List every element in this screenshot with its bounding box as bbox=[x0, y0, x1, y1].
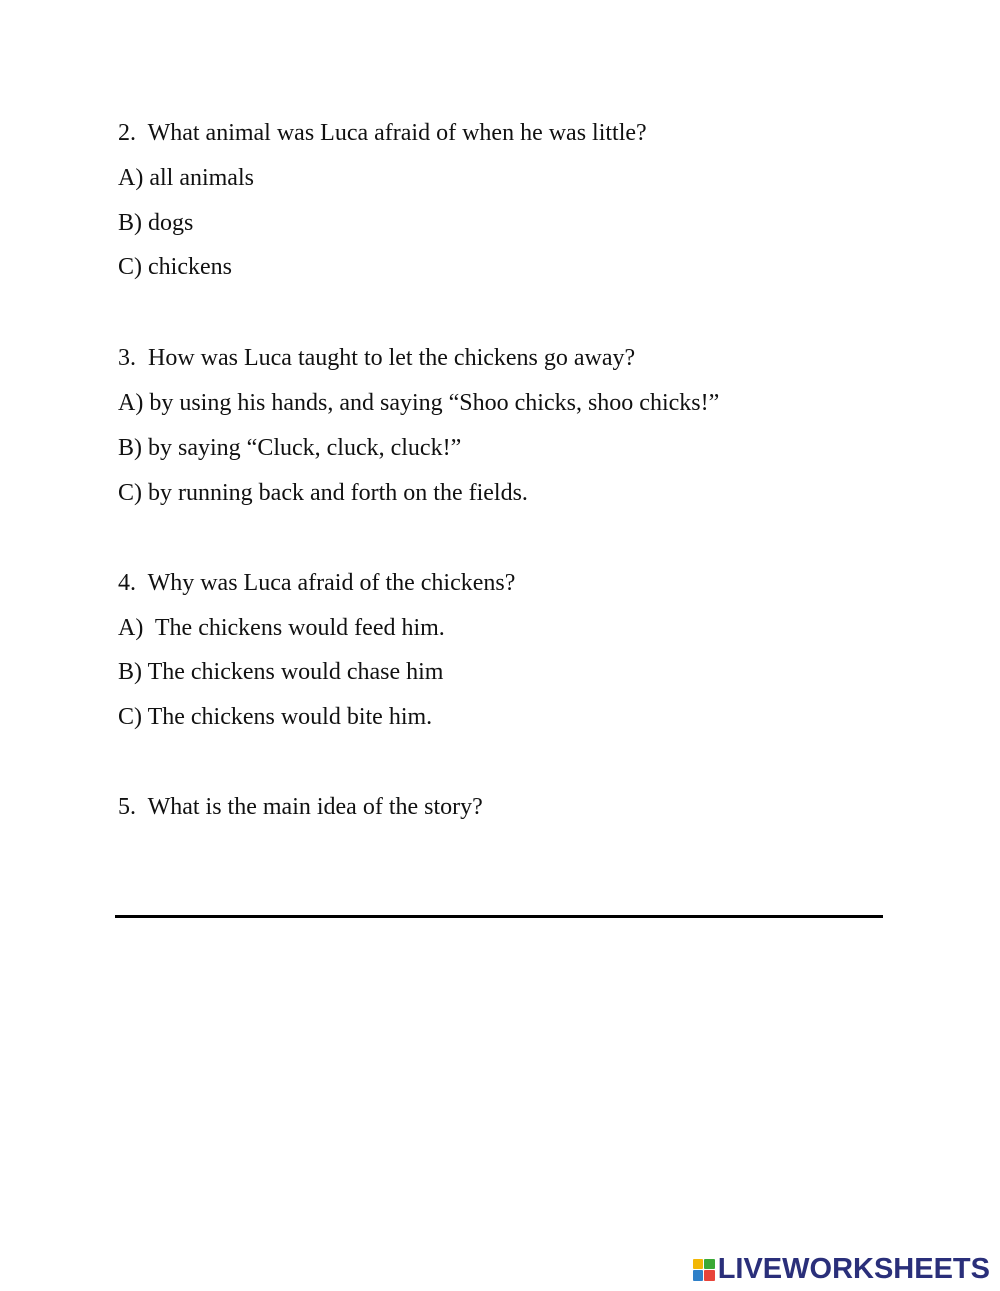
question-4-prompt: 4. Why was Luca afraid of the chickens? bbox=[118, 570, 516, 596]
question-2-option-c: C) chickens bbox=[118, 254, 232, 280]
question-4-option-a: A) The chickens would feed him. bbox=[118, 615, 445, 641]
question-2-option-b: B) dogs bbox=[118, 210, 194, 236]
question-4-option-b: B) The chickens would chase him bbox=[118, 659, 444, 685]
question-3-prompt: 3. How was Luca taught to let the chickens go away? bbox=[118, 345, 636, 371]
liveworksheets-brand bbox=[693, 1253, 990, 1286]
question-3-option-c: C) by running back and forth on the fields. bbox=[118, 480, 528, 506]
question-2-option-a: A) all animals bbox=[118, 165, 254, 191]
question-2-prompt: 2. What animal was Luca afraid of when he was little? bbox=[118, 120, 647, 146]
brand-text: LIVEWORKSHEETS bbox=[717, 1253, 990, 1285]
question-3-option-b: B) by saying “Cluck, cluck, cluck!” bbox=[118, 435, 462, 461]
liveworksheets-logo-icon bbox=[693, 1259, 715, 1281]
question-3-option-a: A) by using his hands, and saying “Shoo chicks, shoo chicks!” bbox=[118, 390, 720, 416]
question-5-prompt: 5. What is the main idea of the story? bbox=[118, 794, 483, 820]
logo-square-green bbox=[704, 1259, 715, 1270]
answer-line[interactable] bbox=[115, 915, 883, 918]
logo-square-yellow bbox=[693, 1259, 704, 1270]
question-4-option-c: C) The chickens would bite him. bbox=[118, 704, 433, 730]
logo-square-blue bbox=[693, 1270, 704, 1281]
logo-square-red bbox=[704, 1270, 715, 1281]
